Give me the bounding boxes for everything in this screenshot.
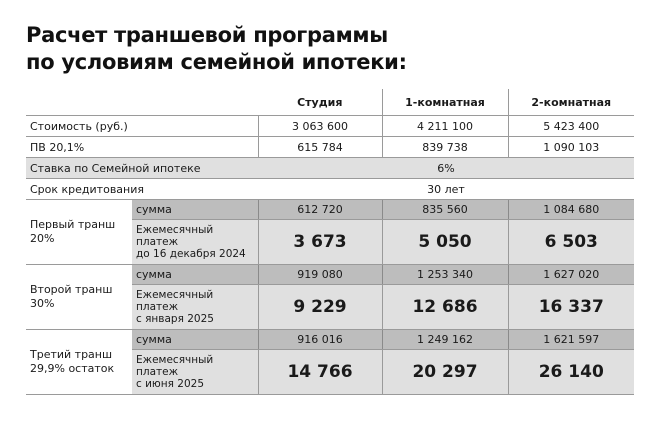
tranche-2-sum-1room: 1 253 340	[382, 265, 508, 285]
down-payment-studio: 615 784	[258, 137, 382, 158]
tranche-2-sum-row	[26, 265, 634, 285]
tranche-2-payment-1room: 12 686	[382, 285, 508, 330]
cost-label: Стоимость (руб.)	[26, 116, 258, 137]
tranche-2-sum-label: сумма	[132, 265, 258, 285]
title-line-1: Расчет траншевой программы	[26, 23, 388, 47]
tranche-3-payment-1room: 20 297	[382, 350, 508, 395]
tranche-table	[26, 89, 634, 395]
tranche-3-payment-label: Ежемесячный платеж с июня 2025	[132, 350, 258, 395]
tranche-1-sum-row	[26, 200, 634, 220]
cost-2room: 5 423 400	[508, 116, 634, 137]
tranche-2-payment-2room: 16 337	[508, 285, 634, 330]
rate-row	[26, 158, 634, 179]
term-value: 30 лет	[258, 179, 634, 200]
tranche-1-payment-studio: 3 673	[258, 220, 382, 265]
term-row	[26, 179, 634, 200]
down-payment-row	[26, 137, 634, 158]
tranche-3-label: Третий транш 29,9% остаток	[26, 330, 132, 395]
cost-1room: 4 211 100	[382, 116, 508, 137]
tranche-3-sum-label: сумма	[132, 330, 258, 350]
tranche-3-sum-1room: 1 249 162	[382, 330, 508, 350]
tranche-1-sum-1room: 835 560	[382, 200, 508, 220]
tranche-3-payment-2room: 26 140	[508, 350, 634, 395]
tranche-2-sum-2room: 1 627 020	[508, 265, 634, 285]
cost-row	[26, 116, 634, 137]
down-payment-2room: 1 090 103	[508, 137, 634, 158]
rate-label: Ставка по Семейной ипотеке	[26, 158, 258, 179]
down-payment-1room: 839 738	[382, 137, 508, 158]
tranche-2-payment-studio: 9 229	[258, 285, 382, 330]
header-1room: 1-комнатная	[382, 89, 508, 116]
tranche-1-sum-label: сумма	[132, 200, 258, 220]
tranche-1-label: Первый транш 20%	[26, 200, 132, 265]
tranche-3-sum-studio: 916 016	[258, 330, 382, 350]
title-line-2: по условиям семейной ипотеки:	[26, 50, 407, 74]
tranche-1-sum-studio: 612 720	[258, 200, 382, 220]
header-2room: 2-комнатная	[508, 89, 634, 116]
rate-value: 6%	[258, 158, 634, 179]
tranche-1-payment-1room: 5 050	[382, 220, 508, 265]
tranche-1-payment-label: Ежемесячный платеж до 16 декабря 2024	[132, 220, 258, 265]
tranche-3-sum-row	[26, 330, 634, 350]
header-studio: Студия	[258, 89, 382, 116]
page-title	[26, 22, 407, 76]
header-row	[26, 89, 634, 116]
term-label: Срок кредитования	[26, 179, 258, 200]
tranche-3-payment-studio: 14 766	[258, 350, 382, 395]
down-payment-label: ПВ 20,1%	[26, 137, 258, 158]
tranche-2-sum-studio: 919 080	[258, 265, 382, 285]
tranche-1-sum-2room: 1 084 680	[508, 200, 634, 220]
tranche-2-label: Второй транш 30%	[26, 265, 132, 330]
tranche-1-payment-2room: 6 503	[508, 220, 634, 265]
cost-studio: 3 063 600	[258, 116, 382, 137]
tranche-3-sum-2room: 1 621 597	[508, 330, 634, 350]
tranche-2-payment-label: Ежемесячный платеж с января 2025	[132, 285, 258, 330]
